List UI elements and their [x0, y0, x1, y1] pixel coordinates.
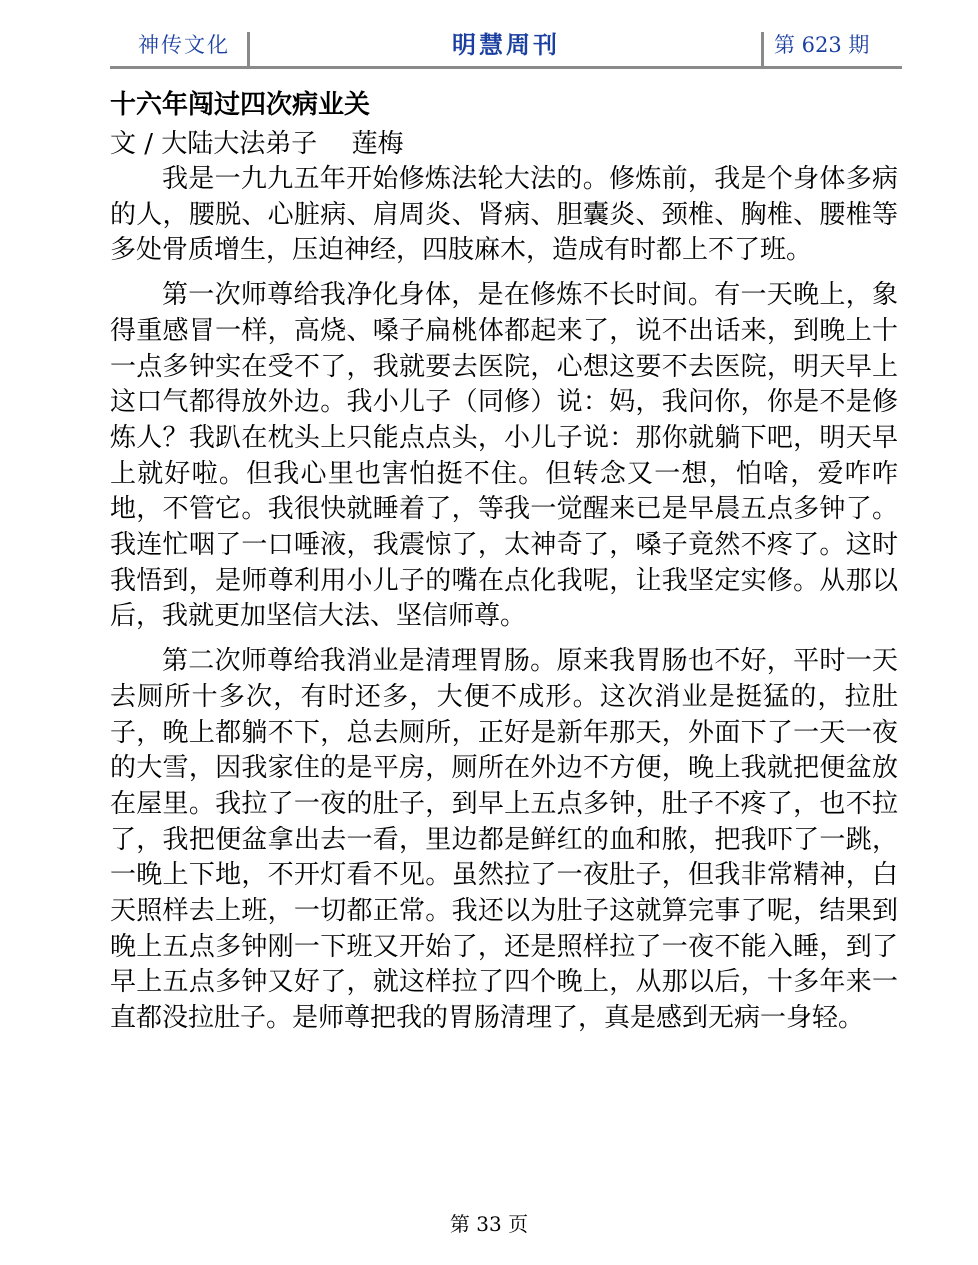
article-byline: 文 / 大陆大法弟子 莲梅 [110, 129, 404, 159]
article [110, 86, 898, 1037]
page-header [110, 26, 902, 68]
article-title: 十六年闯过四次病业关 [110, 90, 371, 120]
section-label: 神传文化 [138, 33, 230, 57]
article-paragraph: 第一次师尊给我净化身体，是在修炼不长时间。有一天晚上，象得重感冒一样，高烧、嗓子扁桃体都起来了，说不出话来，到晚上十一点多钟实在受不了，我就要去医院，心想这要不去医院，明天早上这口气都得放外边。我小儿子（同修）说：妈，我问你，你是不是修炼人？我趴在枕头上只能点点头，小儿子说：那你就躺下吧，明天早上就好啦。但我心里也害怕挺不住。但转念又一想，怕啥，爱咋咋地，不管它。我很快就睡着了，等我一觉醒来已是早晨五点多钟了。我连忙咽了一口唾液，我震惊了，太神奇了，嗓子竟然不疼了。这时我悟到，是师尊利用小儿子的嘴在点化我呢，让我坚定实修。从那以后，我就更加坚信大法、坚信师尊。 [110, 280, 898, 632]
page-number: 第 33 页 [449, 1212, 529, 1236]
article-paragraph: 第二次师尊给我消业是清理胃肠。原来我胃肠也不好，平时一天去厕所十多次，有时还多，大便不成形。这次消业是挺猛的，拉肚子，晚上都躺不下，总去厕所，正好是新年那天，外面下了一天一夜的大雪，因我家住的是平房，厕所在外边不方便，晚上我就把便盆放在屋里。我拉了一夜的肚子，到早上五点多钟，肚子不疼了，也不拉了，我把便盆拿出去一看，里边都是鲜红的血和脓，把我吓了一跳，一晚上下地，不开灯看不见。虽然拉了一夜肚子，但我非常精神，白天照样去上班，一切都正常。我还以为肚子这就算完事了呢，结果到晚上五点多钟刚一下班又开始了，还是照样拉了一夜不能入睡，到了早上五点多钟又好了，就这样拉了四个晚上，从那以后，十多年来一直都没拉肚子。是师尊把我的胃肠清理了，真是感到无病一身轻。 [110, 646, 898, 1034]
issue-number: 第 623 期 [774, 33, 870, 57]
header-separator-right [761, 32, 764, 66]
header-rule [110, 66, 902, 69]
article-paragraph: 我是一九九五年开始修炼法轮大法的。修炼前，我是个身体多病的人，腰脱、心脏病、肩周炎、肾病、胆囊炎、颈椎、胸椎、腰椎等多处骨质增生，压迫神经，四肢麻木，造成有时都上不了班。 [110, 164, 898, 266]
publication-title: 明慧周刊 [452, 31, 560, 59]
